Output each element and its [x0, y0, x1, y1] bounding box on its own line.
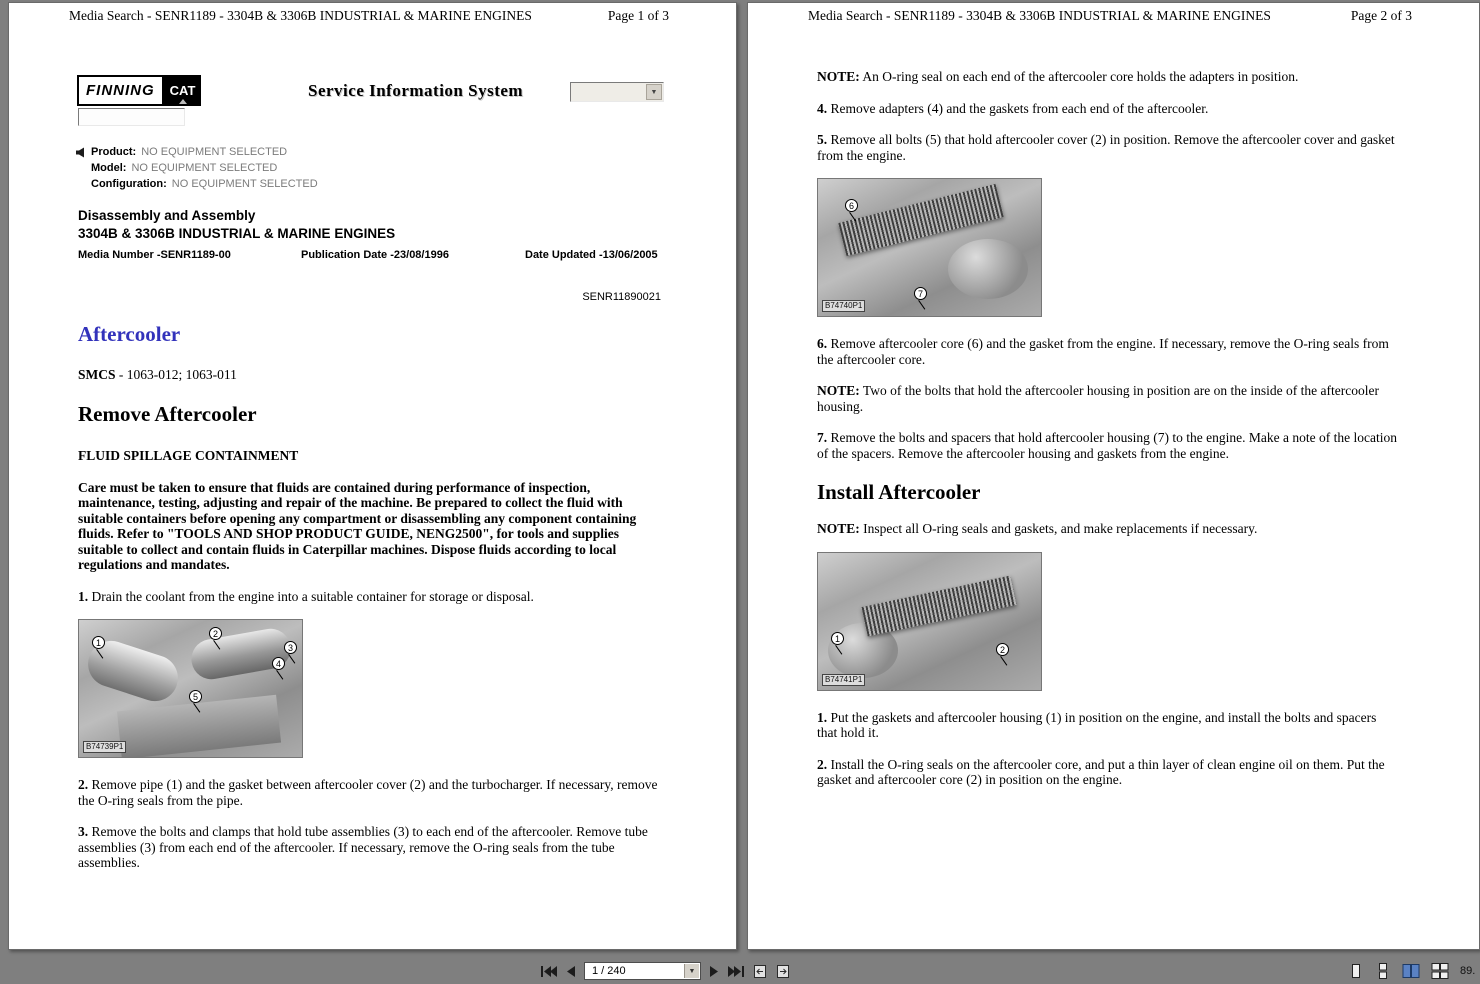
heading-remove-aftercooler: Remove Aftercooler: [78, 401, 257, 426]
step-text: Remove adapters (4) and the gaskets from each end of the aftercooler.: [827, 100, 1209, 116]
callout-marker: 3: [284, 641, 297, 654]
step-number: 4.: [817, 100, 828, 116]
next-page-icon: [710, 966, 719, 977]
callout-marker: 5: [189, 690, 202, 703]
step-number: 3.: [78, 824, 89, 840]
step-number: 5.: [817, 132, 828, 148]
finning-cat-logo: [77, 75, 201, 106]
photo-engine-shape: [117, 695, 281, 758]
note-paragraph: [817, 521, 1398, 537]
next-view-button[interactable]: [776, 964, 790, 979]
print-header-page-label: Page 1 of 3: [607, 8, 669, 23]
smcs-label: SMCS: [78, 367, 116, 382]
step-paragraph: [817, 430, 1398, 461]
media-number: Media Number -SENR1189-00: [78, 249, 231, 261]
step-paragraph: [817, 132, 1398, 163]
step-number: 7.: [817, 430, 828, 446]
model-value: NO EQUIPMENT SELECTED: [131, 162, 278, 174]
document-body: [817, 69, 1398, 788]
last-page-icon: [728, 966, 744, 977]
document-page-1: [8, 2, 737, 950]
subheading-fluid-spillage: FLUID SPILLAGE CONTAINMENT: [78, 447, 299, 463]
callout-marker: 7: [914, 287, 927, 300]
model-label: Model:: [91, 162, 127, 174]
callout-marker: 2: [209, 627, 222, 640]
note-text: Inspect all O-ring seals and gaskets, and make replacements if necessary.: [859, 521, 1258, 537]
first-page-icon: [541, 966, 557, 977]
previous-page-icon: [566, 966, 575, 977]
heading-install-aftercooler: Install Aftercooler: [817, 480, 981, 505]
print-header: [808, 8, 1412, 24]
figure-label: B74740P1: [822, 300, 865, 312]
document-body: [78, 208, 661, 871]
note-text: An O-ring seal on each end of the aftercooler core holds the adapters in position.: [859, 69, 1299, 84]
step-text: Remove the bolts and spacers that hold aftercooler housing (7) to the engine. Make a note of the location of the spacers. Remove the aftercooler housing and gaskets from the engine.: [817, 430, 1397, 461]
previous-page-button[interactable]: [566, 966, 575, 977]
step-paragraph: [78, 824, 661, 871]
step-paragraph: [817, 101, 1398, 117]
callout-marker: 2: [996, 643, 1009, 656]
figure-remove-photo-1: [78, 619, 303, 758]
facing-pages-view-button[interactable]: [1402, 963, 1420, 979]
equipment-info-row: [75, 144, 318, 160]
document-page-2: [747, 2, 1480, 950]
doc-title-line1: Disassembly and Assembly: [78, 208, 256, 223]
step-number: 1.: [78, 588, 89, 604]
configuration-value: NO EQUIPMENT SELECTED: [171, 178, 318, 190]
callout-marker: 6: [845, 199, 858, 212]
previous-view-icon: [753, 964, 767, 979]
step-number: 1.: [817, 709, 828, 725]
section-title-aftercooler: Aftercooler: [78, 322, 181, 346]
product-value: NO EQUIPMENT SELECTED: [141, 146, 288, 158]
print-header: [69, 8, 669, 24]
equipment-info-row: [75, 176, 318, 192]
step-text: Remove pipe (1) and the gasket between aftercooler cover (2) and the turbocharger. If necessary, remove the O-ring seals from the pipe.: [78, 777, 658, 808]
cat-logo: CAT: [164, 75, 202, 106]
step-paragraph: [817, 710, 1398, 741]
continuous-facing-icon: [1431, 963, 1449, 979]
step-text: Remove the bolts and clamps that hold tube assemblies (3) to each end of the aftercooler. Remove tube assemblies (3) from each end of the aftercooler. If necessary, remove the O-ring seals from the tube assemblies.: [78, 824, 648, 871]
note-text: Two of the bolts that hold the aftercooler housing in position are on the inside of the aftercooler housing.: [817, 383, 1379, 414]
note-label: NOTE:: [817, 521, 860, 537]
zoom-level: 89.: [1460, 965, 1476, 977]
callout-marker: 1: [831, 632, 844, 645]
smcs-codes: - 1063-012; 1063-011: [115, 367, 237, 382]
header-combo-box[interactable]: [570, 82, 664, 102]
note-label: NOTE:: [817, 69, 860, 84]
photo-engine-shape: [948, 239, 1028, 299]
step-paragraph: [817, 757, 1398, 788]
facing-pages-icon: [1402, 963, 1420, 979]
step-text: Install the O-ring seals on the aftercooler core, and put a thin layer of clean engine oil on them. Put the gasket and aftercooler core (2) in position on the engine.: [817, 756, 1385, 788]
continuous-view-button[interactable]: [1375, 963, 1391, 979]
header-text-input[interactable]: [78, 108, 185, 126]
step-paragraph: [817, 336, 1398, 367]
speaker-icon: [75, 147, 87, 158]
continuous-facing-view-button[interactable]: [1431, 963, 1449, 979]
continuous-view-icon: [1375, 963, 1391, 979]
print-header-title: Media Search - SENR1189 - 3304B & 3306B INDUSTRIAL & MARINE ENGINES: [808, 8, 1271, 23]
figure-label: B74741P1: [822, 674, 865, 686]
next-view-icon: [776, 964, 790, 979]
combo-dropdown-icon[interactable]: ▼: [646, 84, 662, 100]
note-paragraph: [817, 383, 1398, 414]
step-text: Remove aftercooler core (6) and the gasket from the engine. If necessary, remove the O-ring seals from the aftercooler core.: [817, 336, 1389, 367]
statusbar: [0, 958, 1480, 984]
page-number-value: 1 / 240: [592, 965, 626, 977]
configuration-label: Configuration:: [91, 178, 167, 190]
page-layout-controls: [1348, 958, 1449, 984]
equipment-info-row: [75, 160, 318, 176]
single-page-view-button[interactable]: [1348, 963, 1364, 979]
figure-remove-photo-2: [817, 178, 1042, 317]
callout-marker: 4: [272, 657, 285, 670]
fluid-warning-paragraph: Care must be taken to ensure that fluids are contained during performance of inspection, maintenance, testing, adjusting and repair of the machine. Be prepared to collect the fluid with suitable containers before opening any compartment or disassembling any component containing fluids. Refer to "TOOLS AND SHOP PRODUCT GUIDE, NENG2500", for tools and supplies suitable to collect and contain fluids in Caterpillar machines. Dispose fluids according to local regulations and mandates.: [78, 479, 637, 573]
doc-code: SENR11890021: [582, 291, 661, 303]
callout-marker: 1: [92, 636, 105, 649]
step-number: 6.: [817, 336, 828, 352]
step-number: 2.: [817, 756, 828, 772]
date-updated: Date Updated -13/06/2005: [525, 249, 658, 261]
sis-title: Service Information System: [308, 81, 524, 100]
note-label: NOTE:: [817, 383, 860, 399]
step-text: Put the gaskets and aftercooler housing (1) in position on the engine, and install the bolts and spacers that hold it.: [817, 709, 1377, 741]
next-page-button[interactable]: [710, 966, 719, 977]
product-label: Product:: [91, 146, 137, 158]
smcs-line: [78, 367, 661, 383]
step-paragraph: [78, 589, 661, 605]
finning-logo: FINNING: [77, 75, 164, 106]
previous-view-button[interactable]: [753, 964, 767, 979]
note-paragraph: [817, 69, 1398, 85]
step-text: Drain the coolant from the engine into a suitable container for storage or disposal.: [88, 588, 534, 604]
single-page-icon: [1348, 963, 1364, 979]
last-page-button[interactable]: [728, 966, 744, 977]
page-number-field[interactable]: [584, 962, 701, 980]
figure-install-photo: [817, 552, 1042, 691]
first-page-button[interactable]: [541, 966, 557, 977]
page-field-dropdown-icon[interactable]: ▼: [684, 964, 699, 978]
step-paragraph: [78, 777, 661, 808]
step-number: 2.: [78, 777, 89, 793]
figure-label: B74739P1: [83, 741, 126, 753]
publication-date: Publication Date -23/08/1996: [301, 249, 449, 261]
print-header-page-label: Page 2 of 3: [1350, 8, 1412, 23]
step-text: Remove all bolts (5) that hold aftercooler cover (2) in position. Remove the aftercooler cover and gasket from the engine.: [817, 132, 1395, 163]
photo-aftercooler-core-shape: [862, 575, 1017, 636]
doc-meta-row: [78, 249, 661, 261]
equipment-info: [75, 144, 318, 192]
print-header-title: Media Search - SENR1189 - 3304B & 3306B INDUSTRIAL & MARINE ENGINES: [69, 8, 532, 23]
doc-title-line2: 3304B & 3306B INDUSTRIAL & MARINE ENGINES: [78, 226, 396, 241]
page-navigation: [541, 958, 790, 984]
